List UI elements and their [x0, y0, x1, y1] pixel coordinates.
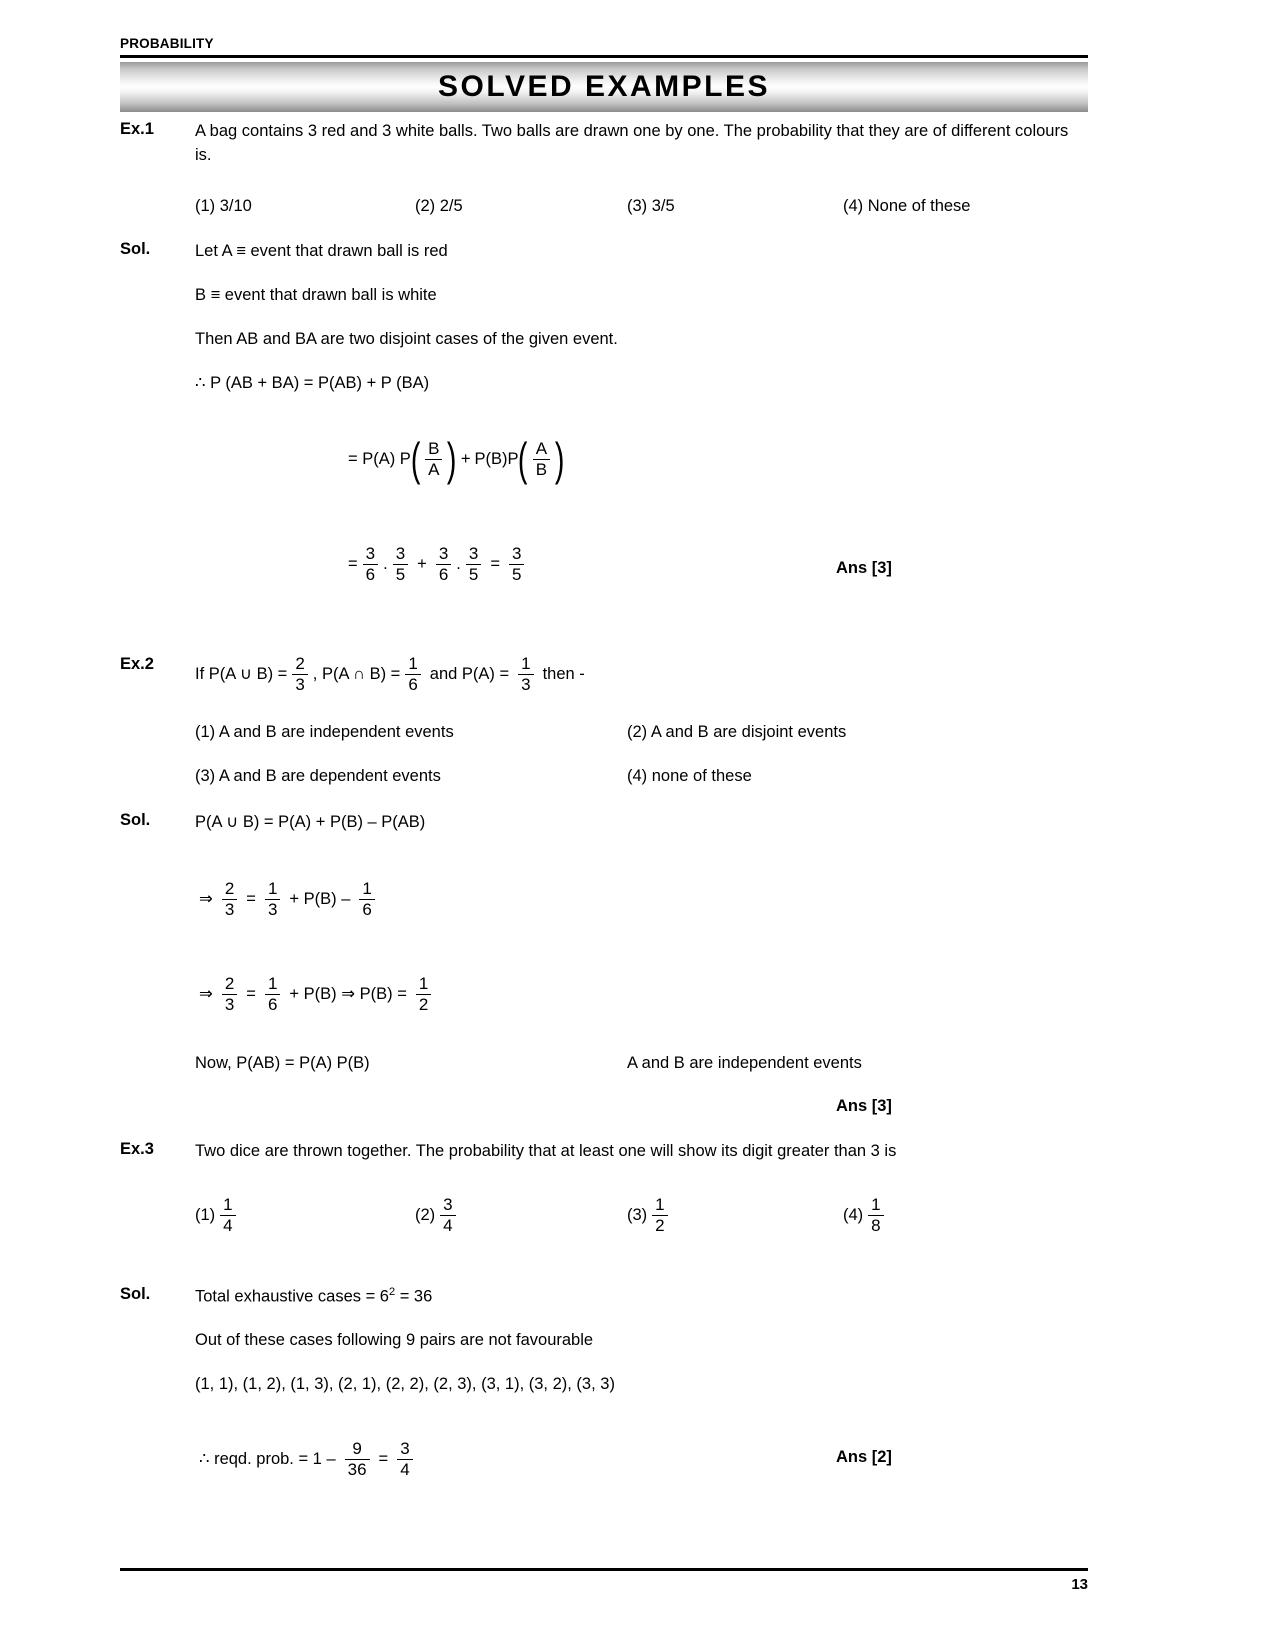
implies-arrow-icon-1: ⇒	[199, 890, 213, 909]
example-2-option-4: (4) none of these	[627, 767, 752, 785]
left-paren-2-icon: (	[518, 433, 528, 486]
example-1-sol-label: Sol.	[120, 240, 151, 258]
example-1-fraction-equation	[348, 545, 529, 584]
fraction-b-over-a: $\frac{B}{A}$	[425, 440, 442, 479]
solved-examples-banner	[120, 62, 1088, 112]
example-1-option-4: (4) None of these	[843, 197, 971, 215]
example-3-option-1	[195, 1196, 241, 1235]
example-3-option-3	[627, 1196, 673, 1235]
eq2-plus-pb-implies: + P(B) ⇒ P(B) =	[289, 985, 407, 1004]
fraction-result-3-over-5: $\frac{3}{5}$	[509, 545, 524, 584]
example-1-sol-line-4: ∴ P (AB + BA) = P(AB) + P (BA)	[195, 374, 430, 392]
left-paren-icon: (	[410, 433, 421, 486]
example-3-option-4-fraction: $\frac{1}{8}$	[868, 1196, 883, 1235]
fraction-a-over-b: $\frac{A}{B}$	[533, 440, 550, 479]
page-number: 13	[1071, 1576, 1088, 1593]
eq2-equals-2: =	[490, 554, 500, 573]
eq2-fraction-1-over-2: $\frac{1}{2}$	[416, 975, 431, 1014]
eq1-fraction-1-over-3: $\frac{1}{3}$	[265, 880, 280, 919]
example-3-sol-line-1	[195, 1285, 432, 1309]
example-3-label: Ex.3	[120, 1140, 154, 1158]
example-2-question	[195, 655, 589, 694]
example-1-sol-line-1: Let A ≡ event that drawn ball is red	[195, 242, 448, 260]
example-1-sol-line-2: B ≡ event that drawn ball is white	[195, 286, 437, 304]
example-3-sol-line-3: (1, 1), (1, 2), (1, 3), (2, 1), (2, 2), (2, 3), (3, 1), (3, 2), (3, 3)	[195, 1375, 615, 1393]
eq2-dot-1: .	[383, 554, 388, 573]
fraction-1-over-6: $\frac{1}{6}$	[405, 655, 420, 694]
eq1-fraction-2-over-3: $\frac{2}{3}$	[222, 880, 237, 919]
example-2-note-line: A and B are independent events	[627, 1054, 862, 1072]
example-1-answer: Ans [3]	[836, 559, 892, 577]
example-2-option-1: (1) A and B are independent events	[195, 723, 454, 741]
footer-rule	[120, 1568, 1088, 1571]
example-3-option-3-fraction: $\frac{1}{2}$	[652, 1196, 667, 1235]
example-2-label: Ex.2	[120, 655, 154, 673]
example-1-sol-line-3: Then AB and BA are two disjoint cases of the given event.	[195, 330, 618, 348]
ex3-final-equals: =	[378, 1449, 389, 1468]
example-2-sol-line-1: P(A ∪ B) = P(A) + P(B) – P(AB)	[195, 813, 426, 831]
ex3-sol-1-b: = 36	[395, 1287, 433, 1306]
eq2-fraction-1-over-6: $\frac{1}{6}$	[265, 975, 280, 1014]
fraction-3-over-4-result: $\frac{3}{4}$	[397, 1440, 412, 1479]
eq1-lead: = P(A) P	[348, 449, 411, 468]
fraction-3-over-6-b: $\frac{3}{6}$	[436, 545, 451, 584]
ex3-sol-1-exponent: 2	[389, 1286, 396, 1298]
right-paren-2-icon: )	[555, 433, 565, 486]
ex2-q-part-4: then -	[542, 664, 585, 683]
eq2-dot-2: .	[456, 554, 461, 573]
fraction-3-over-5-b: $\frac{3}{5}$	[466, 545, 481, 584]
eq1-equals: =	[246, 889, 256, 908]
fraction-3-over-6-a: $\frac{3}{6}$	[363, 545, 378, 584]
example-3-option-4-tag: (4)	[843, 1205, 864, 1224]
example-3-option-1-fraction: $\frac{1}{4}$	[220, 1196, 235, 1235]
example-2-sol-label: Sol.	[120, 811, 151, 829]
example-1-conditional-equation	[348, 433, 565, 486]
ex2-q-part-2: , P(A ∩ B) =	[312, 664, 401, 683]
eq1-fraction-1-over-6: $\frac{1}{6}$	[359, 880, 374, 919]
eq1-plus-pb-minus: + P(B) –	[289, 889, 351, 908]
eq2-plus: +	[417, 554, 427, 573]
fraction-3-over-5-a: $\frac{3}{5}$	[393, 545, 408, 584]
fraction-1-over-3: $\frac{1}{3}$	[518, 655, 533, 694]
example-2-option-2: (2) A and B are disjoint events	[627, 723, 847, 741]
example-3-answer: Ans [2]	[836, 1448, 892, 1466]
example-3-sol-label: Sol.	[120, 1285, 151, 1303]
eq2-equals: =	[348, 554, 358, 573]
example-3-option-2-fraction: $\frac{3}{4}$	[440, 1196, 455, 1235]
banner-title: SOLVED EXAMPLES	[438, 70, 770, 103]
example-1-option-2: (2) 2/5	[415, 197, 463, 215]
example-1-option-1: (1) 3/10	[195, 197, 252, 215]
example-3-final-equation	[195, 1440, 418, 1479]
example-1-option-3: (3) 3/5	[627, 197, 675, 215]
example-3-question: Two dice are thrown together. The probability that at least one will show its digit greater than 3 is	[195, 1142, 897, 1160]
ex3-sol-1-a: Total exhaustive cases = 6	[195, 1287, 389, 1306]
implies-arrow-icon-2: ⇒	[199, 985, 213, 1004]
fraction-2-over-3: $\frac{2}{3}$	[292, 655, 307, 694]
fraction-9-over-36: $\frac{9}{36}$	[345, 1440, 370, 1479]
eq2-equals: =	[246, 984, 256, 1003]
example-2-equation-2	[195, 975, 436, 1014]
eq1-plus: +	[460, 449, 471, 468]
example-3-sol-line-2: Out of these cases following 9 pairs are not favourable	[195, 1331, 594, 1349]
example-2-answer: Ans [3]	[836, 1097, 892, 1115]
example-2-now-line: Now, P(AB) = P(A) P(B)	[195, 1054, 370, 1072]
ex3-final-lead: ∴ reqd. prob. = 1 –	[199, 1450, 336, 1469]
example-2-option-3: (3) A and B are dependent events	[195, 767, 441, 785]
example-3-option-4	[843, 1196, 889, 1235]
example-3-option-3-tag: (3)	[627, 1205, 648, 1224]
example-3-option-2-tag: (2)	[415, 1205, 436, 1224]
example-1-label: Ex.1	[120, 120, 154, 138]
ex2-q-part-3: and P(A) =	[429, 664, 510, 683]
eq1-mid: P(B)P	[474, 449, 519, 468]
example-3-option-2	[415, 1196, 461, 1235]
example-1-question: A bag contains 3 red and 3 white balls. Two balls are drawn one by one. The probability that they are of different colours is.	[195, 122, 1069, 164]
example-2-equation-1	[195, 880, 380, 919]
example-3-option-1-tag: (1)	[195, 1205, 216, 1224]
header-rule	[120, 55, 1088, 58]
running-head: PROBABILITY	[120, 36, 214, 51]
eq2-fraction-2-over-3: $\frac{2}{3}$	[222, 975, 237, 1014]
ex2-q-part-1: If P(A ∪ B) =	[195, 665, 288, 684]
page-content	[120, 0, 1088, 1650]
right-paren-icon: )	[447, 433, 457, 486]
